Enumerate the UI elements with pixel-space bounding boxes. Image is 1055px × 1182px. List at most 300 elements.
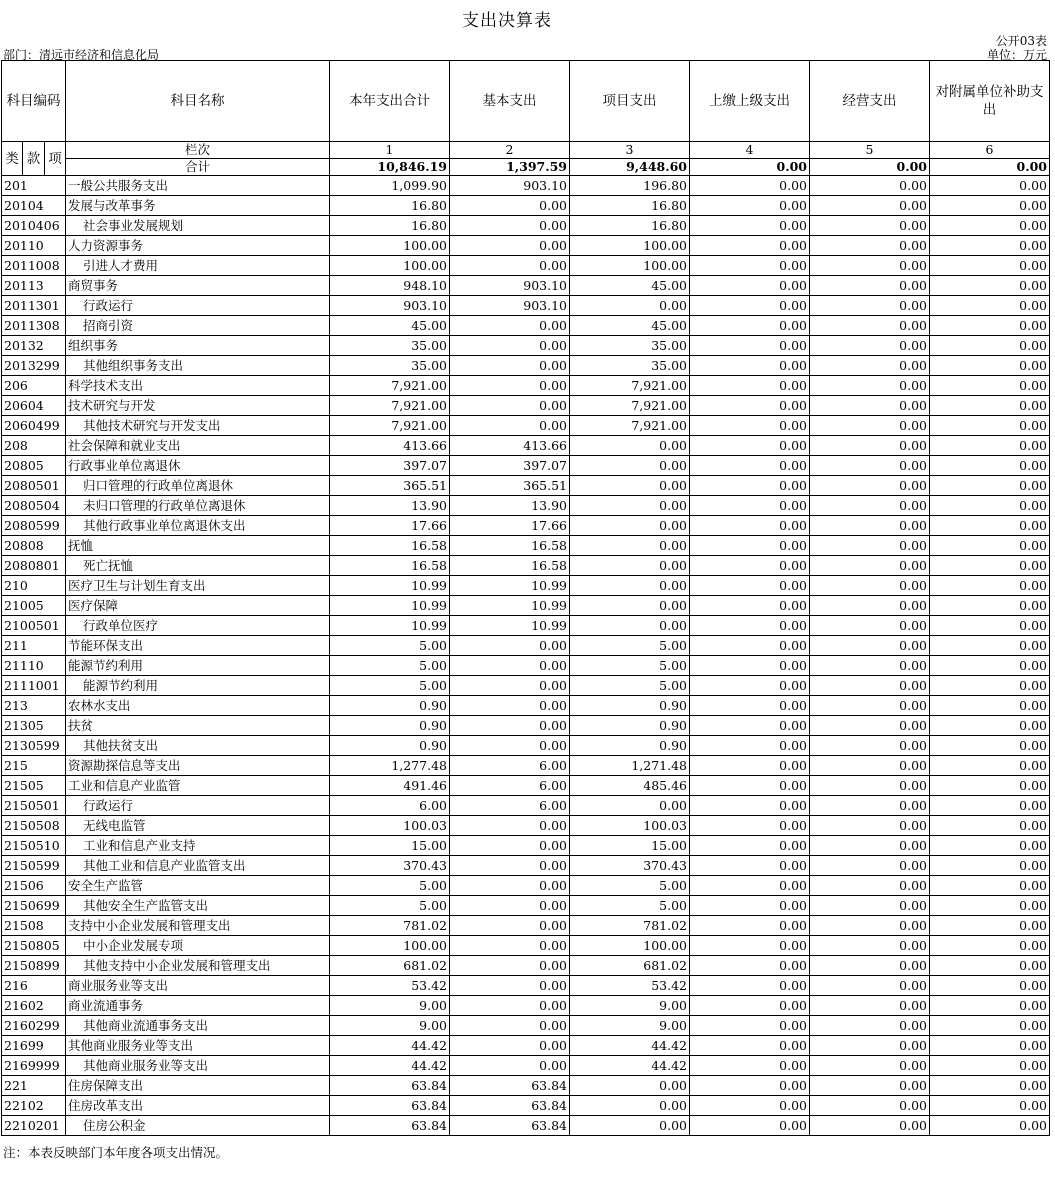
amount-cell: 0.00 xyxy=(450,236,570,256)
subject-name: 住房保障支出 xyxy=(66,1076,330,1096)
amount-cell: 0.90 xyxy=(570,716,690,736)
amount-cell: 0.00 xyxy=(810,636,930,656)
amount-cell: 0.00 xyxy=(690,936,810,956)
amount-cell: 0.00 xyxy=(810,796,930,816)
amount-cell: 6.00 xyxy=(450,756,570,776)
amount-cell: 0.00 xyxy=(930,596,1050,616)
subject-code: 21508 xyxy=(2,916,66,936)
amount-cell: 0.00 xyxy=(930,656,1050,676)
amount-cell: 10.99 xyxy=(450,576,570,596)
subject-code: 2013299 xyxy=(2,356,66,376)
amount-cell: 0.00 xyxy=(450,636,570,656)
amount-cell: 0.00 xyxy=(450,656,570,676)
amount-cell: 0.00 xyxy=(810,736,930,756)
amount-cell: 397.07 xyxy=(450,456,570,476)
amount-cell: 365.51 xyxy=(450,476,570,496)
amount-cell: 45.00 xyxy=(330,316,450,336)
amount-cell: 0.00 xyxy=(930,916,1050,936)
subject-name: 招商引资 xyxy=(66,316,330,336)
amount-cell: 0.00 xyxy=(690,916,810,936)
subject-name: 引进人才费用 xyxy=(66,256,330,276)
amount-cell: 5.00 xyxy=(330,676,450,696)
subject-name: 行政运行 xyxy=(66,296,330,316)
table-row xyxy=(2,236,1050,256)
amount-cell: 0.00 xyxy=(690,456,810,476)
amount-cell: 0.00 xyxy=(810,756,930,776)
amount-cell: 0.00 xyxy=(810,496,930,516)
amount-cell: 0.00 xyxy=(810,1036,930,1056)
amount-cell: 0.00 xyxy=(810,996,930,1016)
amount-cell: 0.00 xyxy=(690,636,810,656)
amount-cell: 0.00 xyxy=(930,956,1050,976)
subject-name: 安全生产监管 xyxy=(66,876,330,896)
amount-cell: 100.00 xyxy=(570,936,690,956)
table-row xyxy=(2,996,1050,1016)
subject-code: 20113 xyxy=(2,276,66,296)
table-row xyxy=(2,276,1050,296)
amount-cell: 0.00 xyxy=(450,896,570,916)
amount-cell: 53.42 xyxy=(570,976,690,996)
amount-cell: 1,271.48 xyxy=(570,756,690,776)
amount-cell: 0.00 xyxy=(930,316,1050,336)
subject-name: 住房公积金 xyxy=(66,1116,330,1136)
amount-cell: 0.00 xyxy=(930,1096,1050,1116)
lanci-number: 2 xyxy=(450,142,570,159)
subject-name: 住房改革支出 xyxy=(66,1096,330,1116)
amount-cell: 53.42 xyxy=(330,976,450,996)
subject-name: 其他商业流通事务支出 xyxy=(66,1016,330,1036)
amount-cell: 0.00 xyxy=(930,356,1050,376)
header-row xyxy=(2,61,1050,142)
amount-cell: 0.00 xyxy=(810,416,930,436)
table-row xyxy=(2,1056,1050,1076)
amount-cell: 0.00 xyxy=(570,556,690,576)
subject-name: 能源节约利用 xyxy=(66,676,330,696)
amount-cell: 16.80 xyxy=(330,216,450,236)
amount-cell: 0.90 xyxy=(330,736,450,756)
header-name: 科目名称 xyxy=(66,61,330,142)
amount-cell: 0.00 xyxy=(810,316,930,336)
lanci-label: 栏次 xyxy=(66,142,330,159)
amount-cell: 0.00 xyxy=(450,676,570,696)
subject-name: 其他行政事业单位离退休支出 xyxy=(66,516,330,536)
amount-cell: 0.00 xyxy=(570,576,690,596)
amount-cell: 0.00 xyxy=(930,1036,1050,1056)
subject-name: 技术研究与开发 xyxy=(66,396,330,416)
amount-cell: 0.00 xyxy=(570,616,690,636)
amount-cell: 0.00 xyxy=(690,876,810,896)
subject-code: 2150899 xyxy=(2,956,66,976)
amount-cell: 0.00 xyxy=(570,1096,690,1116)
subject-name: 支持中小企业发展和管理支出 xyxy=(66,916,330,936)
amount-cell: 5.00 xyxy=(330,876,450,896)
amount-cell: 0.00 xyxy=(930,516,1050,536)
amount-cell: 0.00 xyxy=(450,736,570,756)
lanci-number: 3 xyxy=(570,142,690,159)
subject-name: 发展与改革事务 xyxy=(66,196,330,216)
amount-cell: 0.00 xyxy=(930,276,1050,296)
total-value: 1,397.59 xyxy=(450,159,570,176)
amount-cell: 0.00 xyxy=(690,1056,810,1076)
table-row xyxy=(2,436,1050,456)
subject-code: 21506 xyxy=(2,876,66,896)
amount-cell: 0.00 xyxy=(690,1016,810,1036)
amount-cell: 63.84 xyxy=(450,1076,570,1096)
header-sub-xiang: 项 xyxy=(45,142,66,176)
amount-cell: 9.00 xyxy=(330,996,450,1016)
table-row xyxy=(2,776,1050,796)
subject-code: 2080801 xyxy=(2,556,66,576)
subject-name: 其他商业服务业等支出 xyxy=(66,1056,330,1076)
subject-code: 21602 xyxy=(2,996,66,1016)
amount-cell: 0.00 xyxy=(930,376,1050,396)
amount-cell: 0.00 xyxy=(810,216,930,236)
amount-cell: 0.00 xyxy=(930,496,1050,516)
table-row xyxy=(2,636,1050,656)
table-row xyxy=(2,856,1050,876)
subject-code: 22102 xyxy=(2,1096,66,1116)
subject-name: 社会保障和就业支出 xyxy=(66,436,330,456)
amount-cell: 100.00 xyxy=(330,936,450,956)
amount-cell: 44.42 xyxy=(330,1036,450,1056)
amount-cell: 0.00 xyxy=(810,516,930,536)
amount-cell: 5.00 xyxy=(330,636,450,656)
amount-cell: 7,921.00 xyxy=(570,376,690,396)
amount-cell: 0.00 xyxy=(810,236,930,256)
amount-cell: 0.00 xyxy=(690,1076,810,1096)
amount-cell: 0.00 xyxy=(690,816,810,836)
subject-name: 其他工业和信息产业监管支出 xyxy=(66,856,330,876)
lanci-number: 4 xyxy=(690,142,810,159)
table-row xyxy=(2,976,1050,996)
amount-cell: 0.00 xyxy=(810,816,930,836)
subject-name: 中小企业发展专项 xyxy=(66,936,330,956)
amount-cell: 15.00 xyxy=(570,836,690,856)
amount-cell: 9.00 xyxy=(570,996,690,1016)
amount-cell: 5.00 xyxy=(570,676,690,696)
total-label: 合计 xyxy=(66,159,330,176)
header-col-subsidy: 对附属单位补助支出 xyxy=(930,61,1050,142)
amount-cell: 0.00 xyxy=(450,416,570,436)
amount-cell: 0.00 xyxy=(690,256,810,276)
table-row xyxy=(2,576,1050,596)
department-label: 部门：清远市经济和信息化局 xyxy=(3,48,160,62)
table-row xyxy=(2,896,1050,916)
amount-cell: 0.00 xyxy=(450,956,570,976)
amount-cell: 0.00 xyxy=(690,276,810,296)
header-col-basic: 基本支出 xyxy=(450,61,570,142)
subject-code: 20132 xyxy=(2,336,66,356)
subject-name: 商业流通事务 xyxy=(66,996,330,1016)
subject-code: 2150508 xyxy=(2,816,66,836)
amount-cell: 0.00 xyxy=(930,776,1050,796)
amount-cell: 0.00 xyxy=(690,956,810,976)
form-number: 公开03表 xyxy=(995,34,1047,48)
lanci-number: 5 xyxy=(810,142,930,159)
amount-cell: 0.00 xyxy=(690,1036,810,1056)
amount-cell: 10.99 xyxy=(330,616,450,636)
amount-cell: 397.07 xyxy=(330,456,450,476)
amount-cell: 0.00 xyxy=(570,496,690,516)
amount-cell: 16.58 xyxy=(330,556,450,576)
column-number-row xyxy=(2,142,1050,159)
subject-code: 21305 xyxy=(2,716,66,736)
amount-cell: 0.00 xyxy=(810,1096,930,1116)
amount-cell: 100.00 xyxy=(570,256,690,276)
subject-name: 农林水支出 xyxy=(66,696,330,716)
amount-cell: 0.00 xyxy=(690,356,810,376)
amount-cell: 9.00 xyxy=(330,1016,450,1036)
table-row xyxy=(2,356,1050,376)
amount-cell: 0.90 xyxy=(330,696,450,716)
subject-name: 无线电监管 xyxy=(66,816,330,836)
amount-cell: 63.84 xyxy=(330,1076,450,1096)
amount-cell: 0.00 xyxy=(570,436,690,456)
subject-name: 归口管理的行政单位离退休 xyxy=(66,476,330,496)
amount-cell: 0.00 xyxy=(930,756,1050,776)
amount-cell: 0.00 xyxy=(810,556,930,576)
table-row xyxy=(2,916,1050,936)
amount-cell: 16.58 xyxy=(450,556,570,576)
subject-code: 211 xyxy=(2,636,66,656)
amount-cell: 17.66 xyxy=(450,516,570,536)
total-row xyxy=(2,159,1050,176)
amount-cell: 0.00 xyxy=(930,1016,1050,1036)
table-row xyxy=(2,376,1050,396)
subject-code: 20110 xyxy=(2,236,66,256)
amount-cell: 0.00 xyxy=(450,216,570,236)
amount-cell: 16.80 xyxy=(330,196,450,216)
amount-cell: 0.00 xyxy=(810,876,930,896)
subject-name: 一般公共服务支出 xyxy=(66,176,330,196)
table-row xyxy=(2,796,1050,816)
amount-cell: 0.00 xyxy=(930,436,1050,456)
amount-cell: 0.00 xyxy=(690,196,810,216)
subject-name: 抚恤 xyxy=(66,536,330,556)
amount-cell: 196.80 xyxy=(570,176,690,196)
amount-cell: 0.90 xyxy=(570,696,690,716)
amount-cell: 0.00 xyxy=(690,296,810,316)
amount-cell: 0.00 xyxy=(930,996,1050,1016)
amount-cell: 0.00 xyxy=(690,976,810,996)
amount-cell: 10.99 xyxy=(450,616,570,636)
table-row xyxy=(2,936,1050,956)
lanci-number: 1 xyxy=(330,142,450,159)
amount-cell: 0.00 xyxy=(690,996,810,1016)
subject-name: 其他商业服务业等支出 xyxy=(66,1036,330,1056)
amount-cell: 0.00 xyxy=(570,1076,690,1096)
table-row xyxy=(2,296,1050,316)
subject-code: 2011301 xyxy=(2,296,66,316)
amount-cell: 0.00 xyxy=(810,296,930,316)
table-row xyxy=(2,676,1050,696)
amount-cell: 7,921.00 xyxy=(570,396,690,416)
amount-cell: 63.84 xyxy=(450,1116,570,1136)
amount-cell: 0.00 xyxy=(930,336,1050,356)
table-row xyxy=(2,616,1050,636)
amount-cell: 16.58 xyxy=(330,536,450,556)
amount-cell: 0.00 xyxy=(570,596,690,616)
amount-cell: 0.00 xyxy=(690,596,810,616)
amount-cell: 35.00 xyxy=(330,356,450,376)
amount-cell: 903.10 xyxy=(450,276,570,296)
amount-cell: 0.00 xyxy=(450,256,570,276)
amount-cell: 0.00 xyxy=(690,736,810,756)
amount-cell: 0.00 xyxy=(690,516,810,536)
amount-cell: 0.00 xyxy=(930,676,1050,696)
amount-cell: 0.00 xyxy=(570,796,690,816)
amount-cell: 0.00 xyxy=(930,476,1050,496)
subject-code: 2150699 xyxy=(2,896,66,916)
amount-cell: 100.00 xyxy=(330,256,450,276)
amount-cell: 0.00 xyxy=(450,196,570,216)
amount-cell: 0.00 xyxy=(810,596,930,616)
total-value: 0.00 xyxy=(690,159,810,176)
subject-code: 2011308 xyxy=(2,316,66,336)
amount-cell: 35.00 xyxy=(570,356,690,376)
amount-cell: 0.00 xyxy=(690,696,810,716)
amount-cell: 100.00 xyxy=(330,236,450,256)
amount-cell: 10.99 xyxy=(330,596,450,616)
amount-cell: 485.46 xyxy=(570,776,690,796)
subject-code: 20805 xyxy=(2,456,66,476)
subject-name: 能源节约利用 xyxy=(66,656,330,676)
amount-cell: 0.00 xyxy=(690,496,810,516)
amount-cell: 0.00 xyxy=(690,656,810,676)
amount-cell: 5.00 xyxy=(570,636,690,656)
amount-cell: 44.42 xyxy=(570,1056,690,1076)
amount-cell: 0.00 xyxy=(450,876,570,896)
amount-cell: 7,921.00 xyxy=(570,416,690,436)
subject-code: 213 xyxy=(2,696,66,716)
amount-cell: 903.10 xyxy=(450,176,570,196)
amount-cell: 5.00 xyxy=(330,896,450,916)
amount-cell: 0.00 xyxy=(570,296,690,316)
amount-cell: 0.00 xyxy=(930,1076,1050,1096)
amount-cell: 0.00 xyxy=(450,376,570,396)
amount-cell: 0.00 xyxy=(930,396,1050,416)
subject-code: 2060499 xyxy=(2,416,66,436)
table-row xyxy=(2,1096,1050,1116)
amount-cell: 0.00 xyxy=(810,436,930,456)
amount-cell: 0.00 xyxy=(930,1116,1050,1136)
subject-code: 2080504 xyxy=(2,496,66,516)
amount-cell: 0.00 xyxy=(690,396,810,416)
amount-cell: 0.90 xyxy=(330,716,450,736)
amount-cell: 0.00 xyxy=(450,356,570,376)
header-code: 科目编码 xyxy=(2,61,66,142)
amount-cell: 0.00 xyxy=(690,616,810,636)
amount-cell: 10.99 xyxy=(330,576,450,596)
amount-cell: 681.02 xyxy=(330,956,450,976)
subject-name: 节能环保支出 xyxy=(66,636,330,656)
subject-code: 2150805 xyxy=(2,936,66,956)
table-row xyxy=(2,256,1050,276)
amount-cell: 0.00 xyxy=(810,1076,930,1096)
amount-cell: 0.00 xyxy=(690,436,810,456)
amount-cell: 781.02 xyxy=(330,916,450,936)
subject-name: 其他安全生产监管支出 xyxy=(66,896,330,916)
amount-cell: 0.00 xyxy=(690,216,810,236)
amount-cell: 0.00 xyxy=(930,896,1050,916)
amount-cell: 0.00 xyxy=(810,936,930,956)
subject-name: 行政运行 xyxy=(66,796,330,816)
amount-cell: 0.00 xyxy=(810,176,930,196)
subject-code: 2080501 xyxy=(2,476,66,496)
subject-code: 2160299 xyxy=(2,1016,66,1036)
subject-name: 医疗卫生与计划生育支出 xyxy=(66,576,330,596)
amount-cell: 0.00 xyxy=(810,476,930,496)
table-row xyxy=(2,1036,1050,1056)
subject-code: 2111001 xyxy=(2,676,66,696)
amount-cell: 100.00 xyxy=(570,236,690,256)
amount-cell: 0.00 xyxy=(450,336,570,356)
table-row xyxy=(2,176,1050,196)
amount-cell: 0.00 xyxy=(810,1116,930,1136)
amount-cell: 6.00 xyxy=(450,776,570,796)
table-row xyxy=(2,536,1050,556)
subject-name: 商贸事务 xyxy=(66,276,330,296)
subject-name: 医疗保障 xyxy=(66,596,330,616)
total-value: 0.00 xyxy=(810,159,930,176)
amount-cell: 0.00 xyxy=(450,1056,570,1076)
amount-cell: 0.00 xyxy=(810,916,930,936)
amount-cell: 903.10 xyxy=(330,296,450,316)
amount-cell: 0.00 xyxy=(690,856,810,876)
amount-cell: 0.00 xyxy=(810,256,930,276)
amount-cell: 0.00 xyxy=(810,396,930,416)
amount-cell: 0.90 xyxy=(570,736,690,756)
lanci-number: 6 xyxy=(930,142,1050,159)
amount-cell: 0.00 xyxy=(450,316,570,336)
subject-name: 科学技术支出 xyxy=(66,376,330,396)
table-row xyxy=(2,396,1050,416)
subject-code: 2010406 xyxy=(2,216,66,236)
subject-name: 其他扶贫支出 xyxy=(66,736,330,756)
amount-cell: 0.00 xyxy=(450,996,570,1016)
amount-cell: 0.00 xyxy=(810,616,930,636)
amount-cell: 13.90 xyxy=(330,496,450,516)
header-col-operating: 经营支出 xyxy=(810,61,930,142)
table-row xyxy=(2,836,1050,856)
amount-cell: 44.42 xyxy=(570,1036,690,1056)
amount-cell: 0.00 xyxy=(690,376,810,396)
subject-code: 2100501 xyxy=(2,616,66,636)
amount-cell: 0.00 xyxy=(810,576,930,596)
amount-cell: 0.00 xyxy=(930,936,1050,956)
amount-cell: 413.66 xyxy=(450,436,570,456)
subject-name: 其他支持中小企业发展和管理支出 xyxy=(66,956,330,976)
amount-cell: 0.00 xyxy=(450,716,570,736)
amount-cell: 35.00 xyxy=(330,336,450,356)
amount-cell: 0.00 xyxy=(450,1036,570,1056)
amount-cell: 0.00 xyxy=(930,256,1050,276)
amount-cell: 0.00 xyxy=(930,196,1050,216)
expenditure-table xyxy=(1,60,1050,1136)
amount-cell: 0.00 xyxy=(930,456,1050,476)
amount-cell: 0.00 xyxy=(450,696,570,716)
amount-cell: 681.02 xyxy=(570,956,690,976)
amount-cell: 0.00 xyxy=(810,976,930,996)
subject-code: 20604 xyxy=(2,396,66,416)
subject-code: 206 xyxy=(2,376,66,396)
amount-cell: 63.84 xyxy=(330,1096,450,1116)
table-row xyxy=(2,656,1050,676)
amount-cell: 0.00 xyxy=(690,416,810,436)
total-value: 9,448.60 xyxy=(570,159,690,176)
subject-code: 208 xyxy=(2,436,66,456)
amount-cell: 5.00 xyxy=(570,656,690,676)
